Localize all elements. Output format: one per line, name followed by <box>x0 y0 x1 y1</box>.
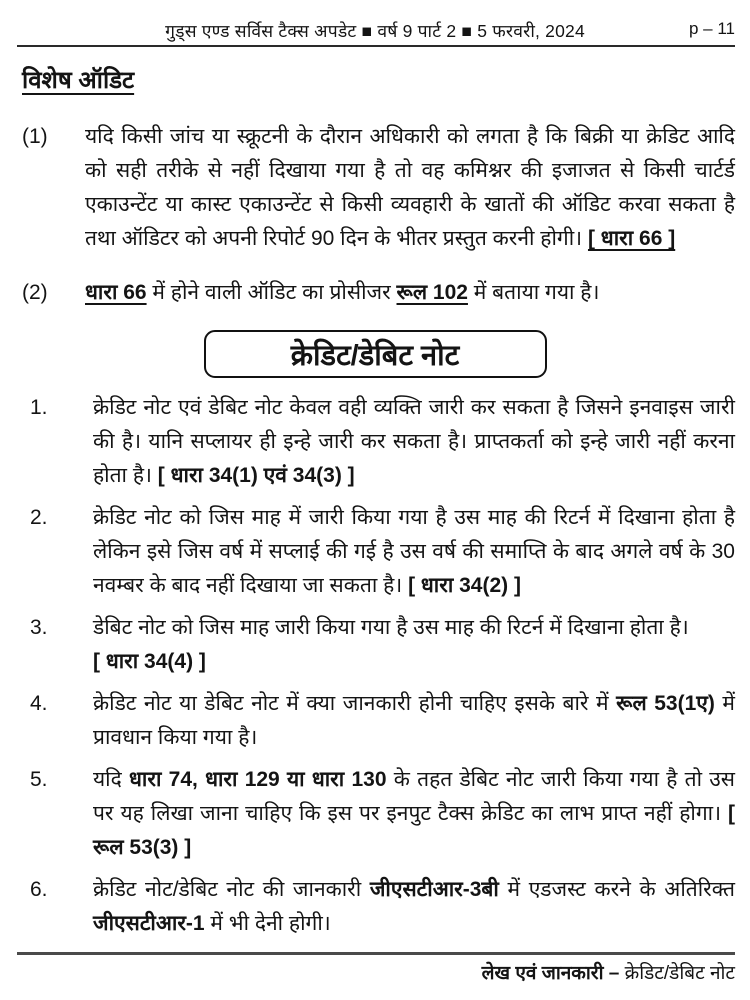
note-item-list <box>0 391 750 941</box>
item-text: डेबिट नोट को जिस माह जारी किया गया है उस माह की रिटर्न में दिखाना होता है। [ धारा 34(4) ] <box>93 616 689 673</box>
item-text: क्रेडिट नोट को जिस माह में जारी किया गया है उस माह की रिटर्न में दिखाना होता है लेकिन इसे जिस वर्ष में सप्लाई की गई है उस वर्ष की समाप्ति के बाद अगले वर्ष के 30 नवम्बर के बाद नहीं दिखाया जा सकता है। [ धारा 34(2) ] <box>93 506 735 597</box>
note-item-6 <box>22 873 735 941</box>
item-text: क्रेडिट नोट/डेबिट नोट की जानकारी जीएसटीआर-3बी में एडजस्ट करने के अतिरिक्त जीएसटीआर-1 में भी देनी होगी। <box>93 878 735 935</box>
item-marker: 1. <box>30 396 48 419</box>
note-item-5 <box>22 763 735 865</box>
item-text: यदि किसी जांच या स्क्रूटनी के दौरान अधिकारी को लगता है कि बिक्री या क्रेडिट आदि को सही तरीके से नहीं दिखाया गया है तो वह कमिश्नर की इजाजत से किसी चार्टर्ड एकाउन्टेंट या कास्ट एकाउन्टेंट से किसी व्यवहारी के खातों की ऑडिट करवा सकता है तथा ऑडिटर को अपनी रिपोर्ट 90 दिन के भीतर प्रस्तुत करनी होगी। [ धारा 66 ] <box>85 125 735 250</box>
note-item-3 <box>22 611 735 679</box>
item-marker: (1) <box>22 125 48 148</box>
item-marker: 3. <box>30 616 48 639</box>
audit-item-list <box>0 120 750 310</box>
audit-item-1 <box>22 120 735 256</box>
item-text: धारा 66 में होने वाली ऑडिट का प्रोसीजर रूल 102 में बताया गया है। <box>85 281 600 304</box>
item-text: यदि धारा 74, धारा 129 या धारा 130 के तहत डेबिट नोट जारी किया गया है तो उस पर यह लिखा जाना चाहिए कि इस पर इनपुट टैक्स क्रेडिट का लाभ प्राप्त नहीं होगा। [ रूल 53(3) ] <box>93 768 735 859</box>
item-marker: 5. <box>30 768 48 791</box>
item-marker: 2. <box>30 506 48 529</box>
box-title: क्रेडिट/डेबिट नोट <box>290 339 460 372</box>
note-item-4 <box>22 687 735 755</box>
audit-item-2 <box>22 276 735 310</box>
item-marker: (2) <box>22 281 48 304</box>
note-item-1 <box>22 391 735 493</box>
credit-debit-note-title-box <box>204 330 547 378</box>
footer-text: लेख एवं जानकारी – क्रेडिट/डेबिट नोट <box>481 963 735 984</box>
page-footer <box>17 952 735 986</box>
journal-title: गुड्स एण्ड सर्विस टैक्स अपडेट ■ वर्ष 9 पार्ट 2 ■ 5 फरवरी, 2024 <box>165 21 585 41</box>
item-marker: 6. <box>30 878 48 901</box>
section-heading-vishesh-audit: विशेष ऑडिट <box>22 67 135 94</box>
note-item-2 <box>22 501 735 603</box>
footer-rule <box>17 952 735 955</box>
item-marker: 4. <box>30 692 48 715</box>
item-text: क्रेडिट नोट या डेबिट नोट में क्या जानकारी होनी चाहिए इसके बारे में रूल 53(1ए) में प्रावधान किया गया है। <box>93 692 735 749</box>
item-text: क्रेडिट नोट एवं डेबिट नोट केवल वही व्यक्ति जारी कर सकता है जिसने इनवाइस जारी की है। यानि सप्लायर ही इन्हे जारी कर सकता है। प्राप्तकर्ता को इन्हे जारी नहीं करना होता है। [ धारा 34(1) एवं 34(3) ] <box>93 396 735 487</box>
page-header <box>0 0 750 43</box>
page-number: p – 11 <box>688 19 735 38</box>
